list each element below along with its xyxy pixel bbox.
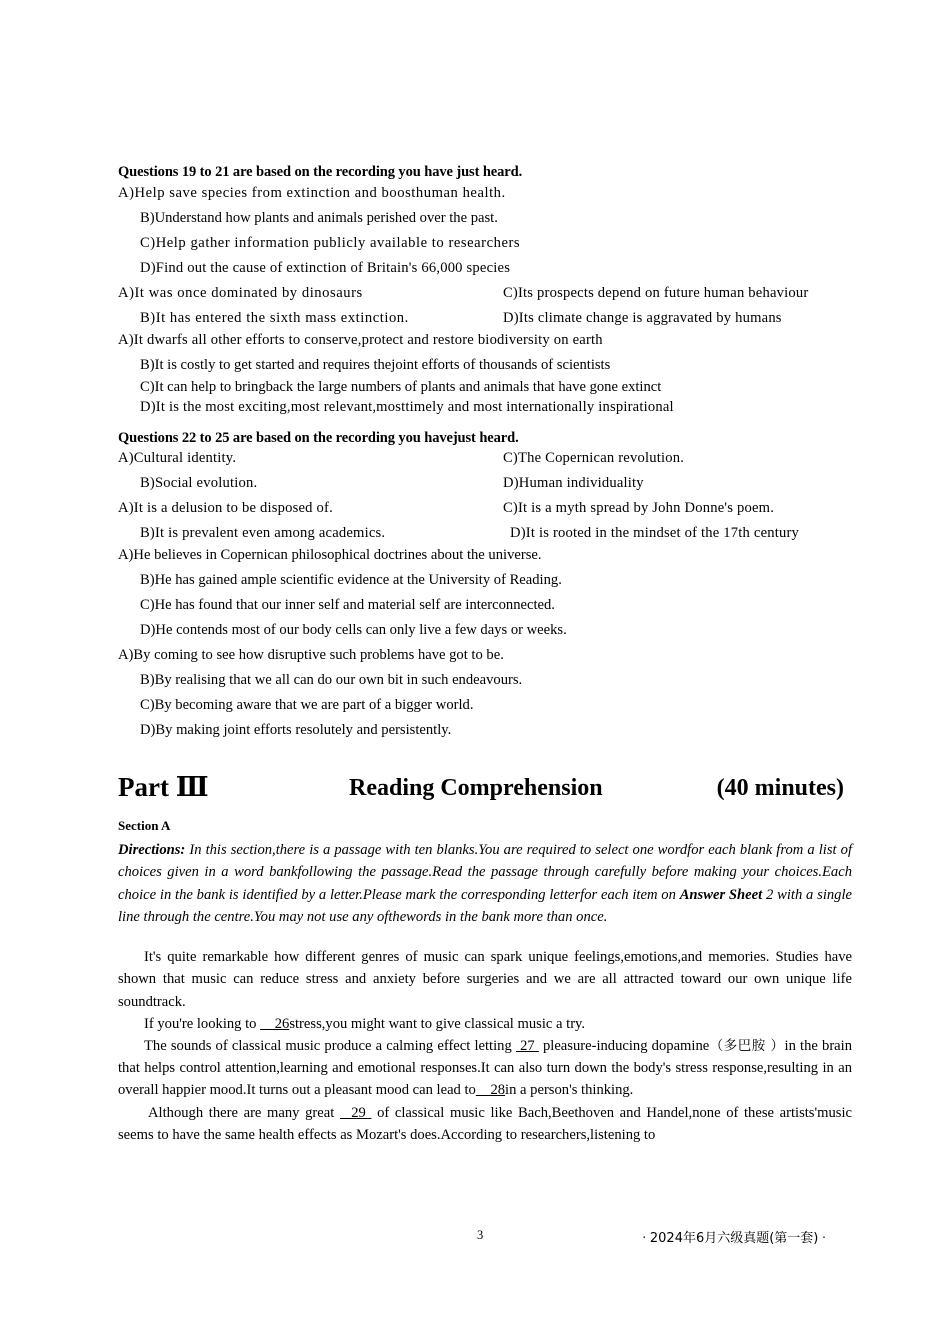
option-19-a[interactable]: A)Help save species from extinction and boosthuman health. <box>118 184 506 201</box>
option-row <box>118 186 852 203</box>
blank-28[interactable]: 28 <box>475 1082 506 1099</box>
option-21-d[interactable]: D)It is the most exciting,most relevant,mosttimely and most internationally inspirational <box>140 398 674 415</box>
directions-label: Directions: <box>118 842 186 858</box>
option-row <box>118 400 852 417</box>
option-20-b[interactable]: B)It has entered the sixth mass extinction. <box>140 309 409 326</box>
option-21-b[interactable]: B)It is costly to get started and requires thejoint efforts of thousands of scientists <box>140 356 611 373</box>
answer-sheet-emphasis: Answer Sheet <box>679 886 763 903</box>
passage-paragraph-3 <box>118 1035 852 1102</box>
blank-29[interactable]: 29 <box>339 1104 372 1121</box>
para4-text-after: of classical music like Bach,Beethoven and Handel,none of these artists'music seems to have the same health effects as Mozart's does.According to researchers,listening to <box>118 1104 852 1143</box>
part-3-header <box>118 774 852 808</box>
footer-note <box>642 1227 826 1246</box>
para2-text-before: If you're looking to <box>144 1015 261 1032</box>
option-row <box>118 236 852 253</box>
para3-text-after: in a person's thinking. <box>505 1082 634 1099</box>
reading-passage <box>118 946 852 1146</box>
option-22-d[interactable]: D)Human individuality <box>503 475 644 491</box>
para3-text-mid: pleasure-inducing dopamine <box>538 1038 710 1054</box>
option-23-d[interactable]: D)It is rooted in the mindset of the 17th century <box>510 525 800 541</box>
option-24-c[interactable]: C)He has found that our inner self and material self are interconnected. <box>140 597 555 613</box>
option-22-a[interactable]: A)Cultural identity. <box>118 450 237 466</box>
part-label: Part Ⅲ <box>118 772 209 802</box>
option-row <box>118 673 852 690</box>
option-20-d[interactable]: D)Its climate change is aggravated by humans <box>503 309 782 326</box>
option-23-c[interactable]: C)It is a myth spread by John Donne's poem. <box>503 500 775 516</box>
blank-27[interactable]: 27 <box>515 1038 539 1054</box>
option-row <box>118 501 852 518</box>
option-row <box>118 598 852 615</box>
blank-26[interactable]: 26 <box>260 1015 290 1032</box>
footer-bullet-left: · <box>642 1230 650 1245</box>
option-20-a[interactable]: A)It was once dominated by dinosaurs <box>118 284 363 301</box>
questions-22-25-heading: Questions 22 to 25 are based on the recording you havejust heard. <box>118 429 519 446</box>
option-23-a[interactable]: A)It is a delusion to be disposed of. <box>118 500 333 516</box>
option-row <box>118 526 852 543</box>
option-row <box>118 573 852 590</box>
footer-bullet-right: · <box>818 1230 827 1245</box>
option-row <box>118 261 852 278</box>
option-row <box>118 311 852 328</box>
option-25-c[interactable]: C)By becoming aware that we are part of a bigger world. <box>140 697 474 713</box>
option-row <box>118 333 852 350</box>
directions-text-part-1: In this section,there is a passage with ten blanks.You are required to select one wordfor each blank from a list of choices given in a word bankfollowing the passage.Read the passage through carefully before making your choices.Each choice in the bank is identified by a letter.Please mark the corresponding letterfor each item on <box>118 842 852 903</box>
para3-text-before: The sounds of classical music produce a calming effect letting <box>144 1038 516 1054</box>
dopamine-chinese-gloss: （多巴胺 ） <box>709 1038 785 1054</box>
option-21-a[interactable]: A)It dwarfs all other efforts to conserve,protect and restore biodiversity on earth <box>118 331 603 348</box>
footer-exam-title: 2024年6月六级真题(第一套) <box>649 1231 819 1246</box>
para4-text-before: Although there are many great <box>148 1104 340 1121</box>
option-row <box>118 358 852 375</box>
option-row <box>118 380 852 397</box>
option-20-c[interactable]: C)Its prospects depend on future human behaviour <box>503 284 809 301</box>
option-row <box>118 723 852 740</box>
option-row <box>118 698 852 715</box>
option-23-b[interactable]: B)It is prevalent even among academics. <box>140 525 386 541</box>
page-content <box>118 165 852 1146</box>
option-row <box>118 648 852 665</box>
option-21-c[interactable]: C)It can help to bringback the large numbers of plants and animals that have gone extinct <box>140 378 662 395</box>
option-25-b[interactable]: B)By realising that we all can do our own bit in such endeavours. <box>140 672 523 688</box>
option-24-d[interactable]: D)He contends most of our body cells can only live a few days or weeks. <box>140 622 567 638</box>
option-24-a[interactable]: A)He believes in Copernican philosophical doctrines about the universe. <box>118 547 542 563</box>
option-19-d[interactable]: D)Find out the cause of extinction of Britain's 66,000 species <box>140 259 511 276</box>
para3-text-mid2: in the brain that helps control attention,learning and emotional responses.It can also turn down the body's stress response,resulting in an overall happier mood.It turns out a pleasant mood can lead to <box>118 1038 853 1099</box>
page-footer <box>0 1228 950 1254</box>
passage-paragraph-4 <box>118 1102 852 1146</box>
option-22-b[interactable]: B)Social evolution. <box>140 475 258 491</box>
option-row <box>118 286 852 303</box>
option-row <box>118 476 852 493</box>
questions-19-21-heading: Questions 19 to 21 are based on the recording you have just heard. <box>118 164 523 180</box>
para2-text-after: stress,you might want to give classical music a try. <box>289 1015 586 1032</box>
option-19-c[interactable]: C)Help gather information publicly available to researchers <box>140 234 521 251</box>
page-number: 3 <box>477 1228 484 1242</box>
part-time-allotment: (40 minutes) <box>716 775 844 801</box>
option-22-c[interactable]: C)The Copernican revolution. <box>503 450 685 466</box>
option-row <box>118 211 852 228</box>
passage-paragraph-2 <box>118 1013 852 1035</box>
section-a-label: Section A <box>118 818 171 833</box>
passage-paragraph-1: It's quite remarkable how different genres of music can spark unique feelings,emotions,and memories. Studies have shown that music can reduce stress and anxiety before surgeries and we are all attracted toward our own unique life soundtrack. <box>118 949 852 1010</box>
option-19-b[interactable]: B)Understand how plants and animals perished over the past. <box>140 209 498 226</box>
directions-text-part-2: 2 with a single line through the centre.You may not use any ofthewords in the bank more than once. <box>118 886 853 925</box>
directions-paragraph <box>118 839 852 928</box>
option-25-a[interactable]: A)By coming to see how disruptive such problems have got to be. <box>118 647 504 663</box>
part-title: Reading Comprehension <box>349 775 603 801</box>
option-row <box>118 548 852 565</box>
option-24-b[interactable]: B)He has gained ample scientific evidence at the University of Reading. <box>140 572 562 588</box>
option-row <box>118 451 852 468</box>
option-row <box>118 623 852 640</box>
option-25-d[interactable]: D)By making joint efforts resolutely and persistently. <box>140 722 452 738</box>
